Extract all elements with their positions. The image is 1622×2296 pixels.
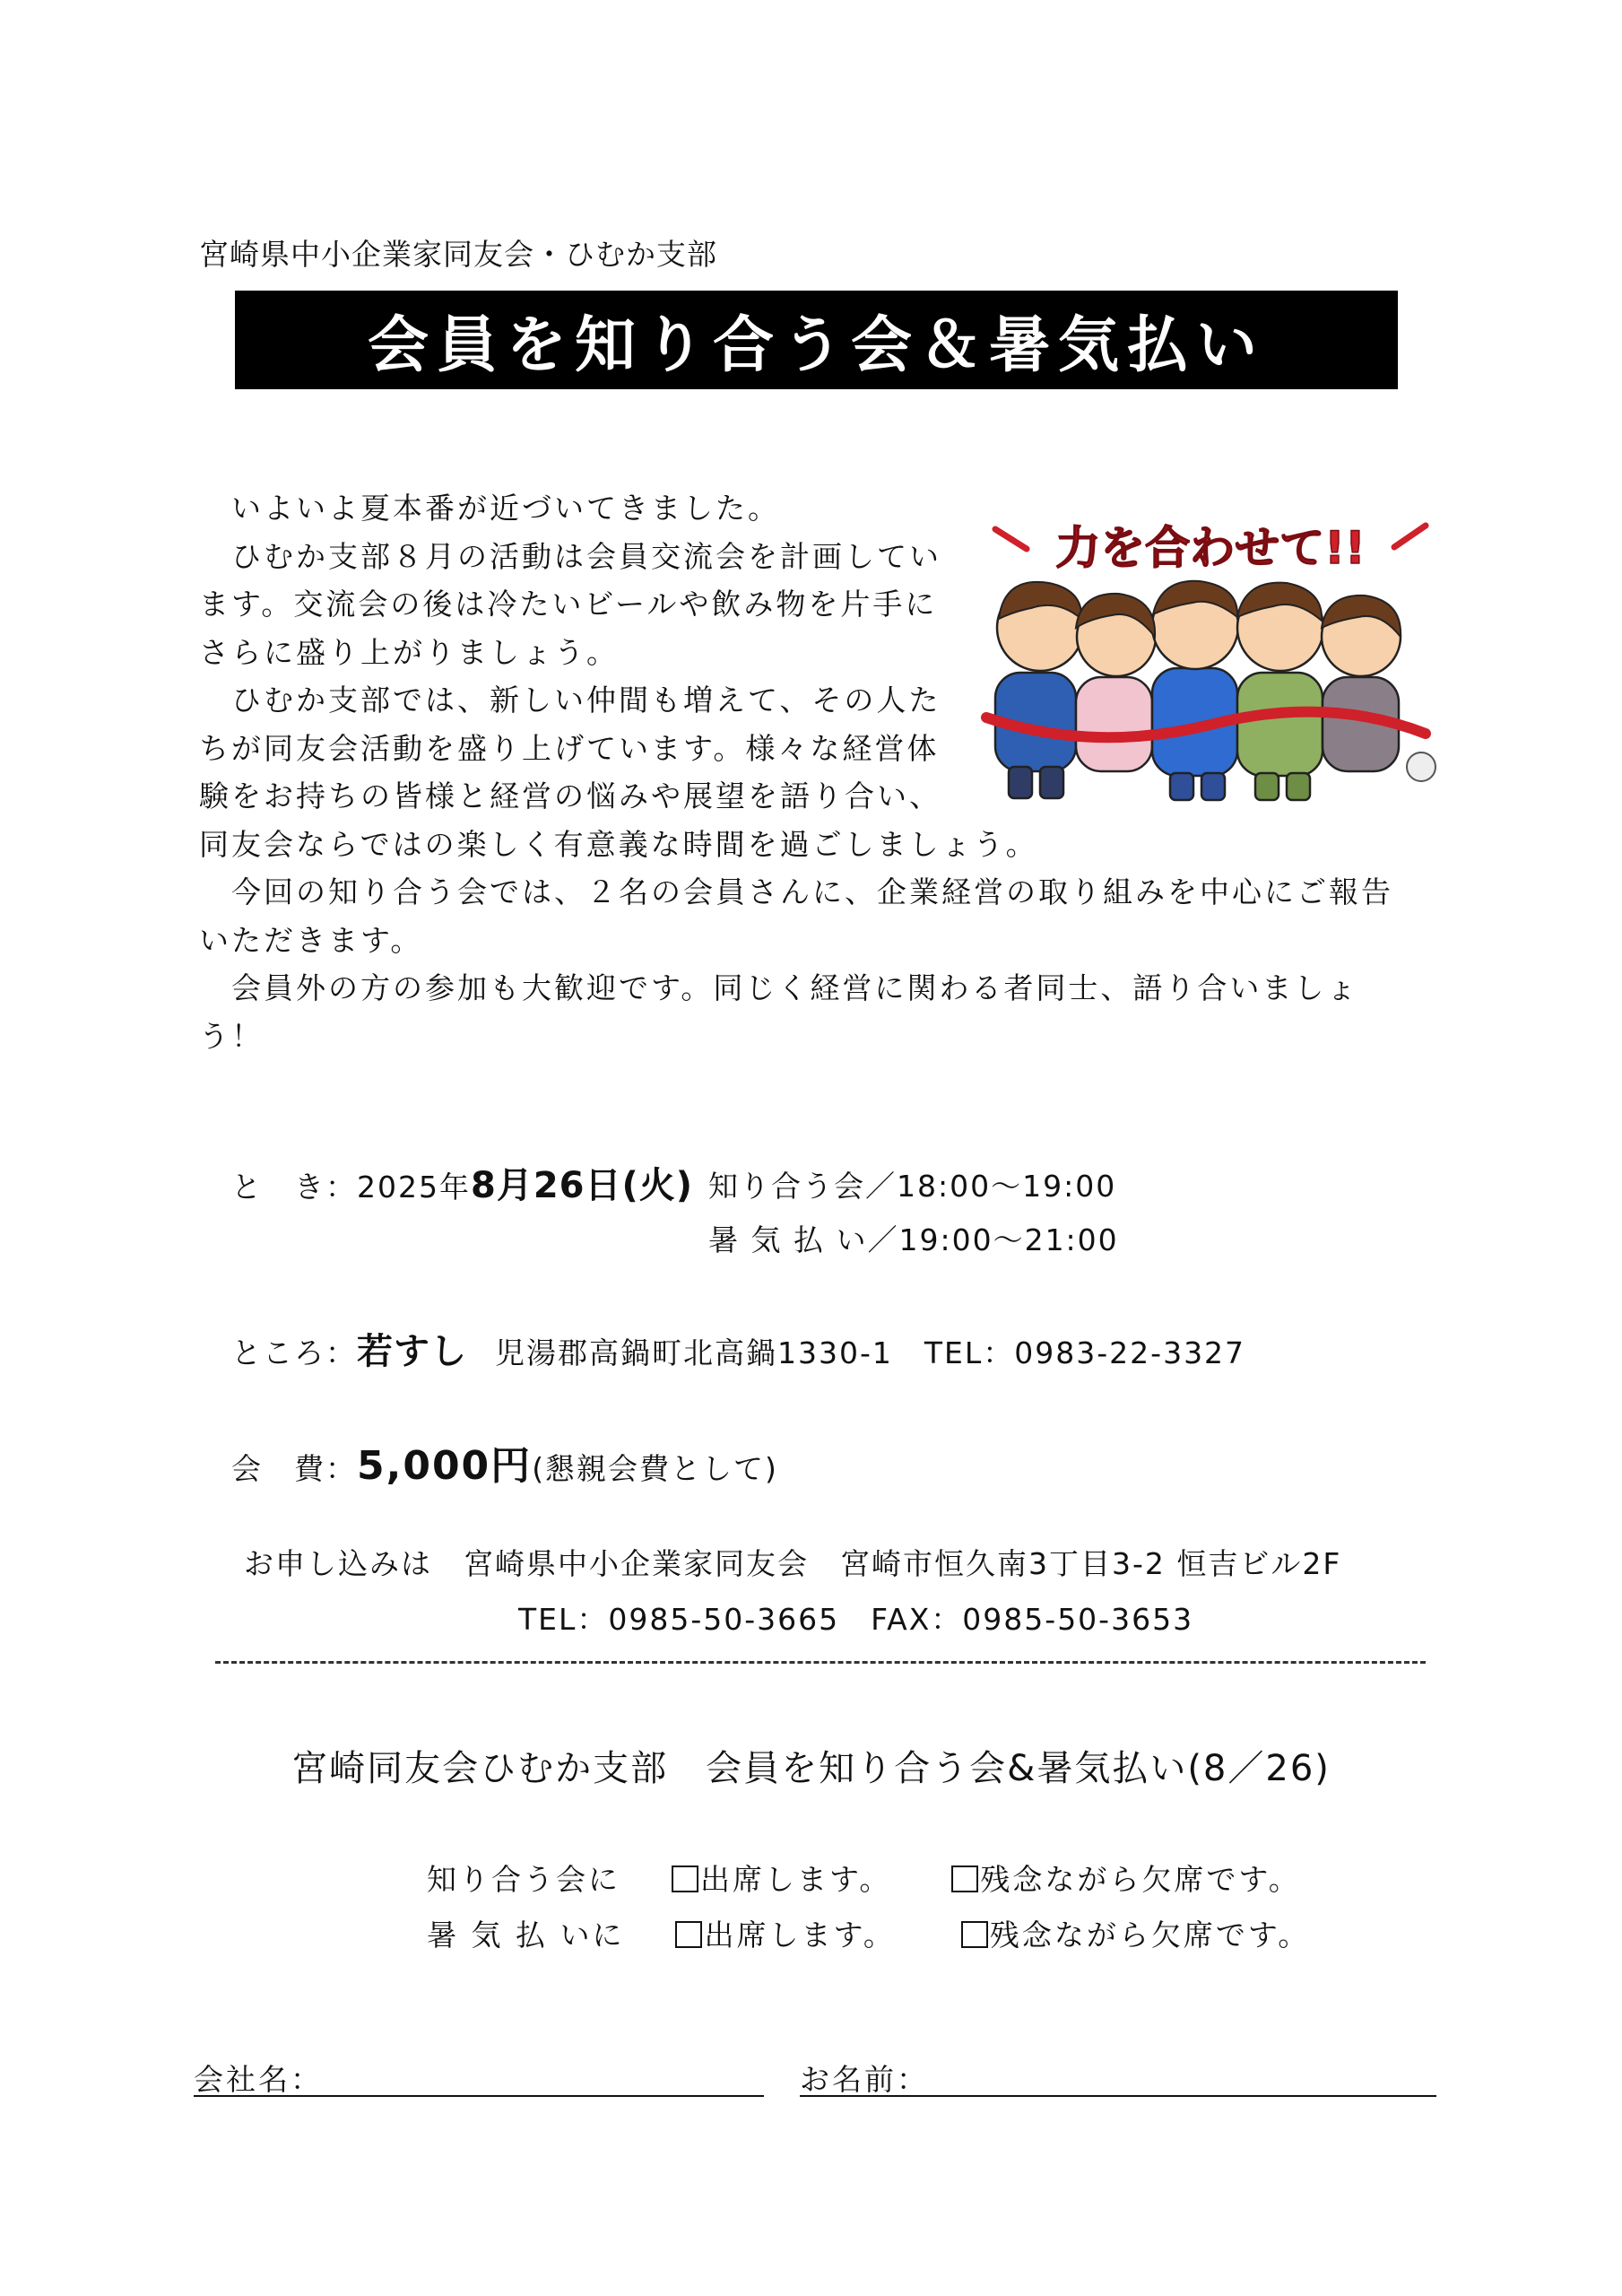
intro-line: さらに盛り上がりましょう。 — [199, 634, 619, 670]
when-label: と き： — [231, 1170, 357, 1205]
intro-line: ひむか支部では、新しい仲間も増えて、その人た — [199, 683, 941, 718]
intro-line: 同友会ならではの楽しく有意義な時間を過ごしましょう。 — [199, 826, 1038, 862]
absent-checkbox[interactable] — [961, 1921, 988, 1948]
intro-line: 験をお持ちの皆様と経営の悩みや展望を語り合い、 — [199, 778, 941, 813]
name-label: お名前： — [800, 2062, 929, 2097]
reply-form-title: 宮崎同友会ひむか支部 会員を知り合う会&暑気払い(8／26) — [291, 1748, 1331, 1789]
where-label: ところ： — [231, 1335, 357, 1370]
row-label: 暑 気 払 いに — [427, 1918, 625, 1952]
event-year: 2025年 — [357, 1170, 471, 1205]
fee-row — [231, 1433, 778, 1491]
event-title-banner — [235, 291, 1398, 389]
attend-checkbox[interactable] — [675, 1921, 702, 1948]
intro-line: 今回の知り合う会では、２名の会員さんに、企業経営の取り組みを中心にご報告 — [199, 874, 1393, 909]
row-label: 知り合う会に — [427, 1862, 620, 1897]
fee-note: (懇親会費として) — [532, 1451, 778, 1486]
intro-line: ちが同友会活動を盛り上げています。様々な経営体 — [199, 730, 940, 766]
session-2: 暑 気 払 い／19:00～21:00 — [708, 1222, 1119, 1257]
attend-label: 出席します。 — [700, 1862, 892, 1897]
attendance-row-meeting — [427, 1857, 1301, 1899]
event-title: 会員を知り合う会＆暑気払い — [367, 309, 1265, 381]
event-date: 8月26日(火) — [470, 1165, 694, 1206]
organization-name: 宮崎県中小企業家同友会・ひむか支部 — [199, 237, 717, 272]
absent-label: 残念ながら欠席です。 — [980, 1862, 1301, 1897]
attend-label: 出席します。 — [704, 1918, 896, 1952]
intro-line: いただきます。 — [199, 922, 423, 958]
where-row — [231, 1323, 467, 1374]
when-row — [231, 1157, 693, 1208]
attendance-row-party — [427, 1912, 1310, 1954]
absent-checkbox[interactable] — [951, 1866, 978, 1892]
company-name-field[interactable] — [194, 2095, 764, 2097]
intro-line: ひむか支部８月の活動は会員交流会を計画してい — [199, 538, 941, 574]
fee-amount: 5,000円 — [357, 1443, 533, 1489]
absent-label: 残念ながら欠席です。 — [989, 1918, 1311, 1952]
venue-name: 若すし — [357, 1331, 467, 1372]
intro-line: う！ — [199, 1018, 264, 1054]
illustration-caption: 力を合わせて!! — [1055, 522, 1366, 574]
intro-line: いよいよ夏本番が近づいてきました。 — [199, 491, 780, 526]
session-1: 知り合う会／18:00～19:00 — [708, 1169, 1117, 1204]
company-label: 会社名： — [194, 2062, 323, 2097]
person-name-field[interactable] — [800, 2095, 1436, 2097]
intro-line: ます。交流会の後は冷たいビールや飲み物を片手に — [199, 587, 938, 622]
intro-line: 会員外の方の参加も大歓迎です。同じく経営に関わる者同士、語り合いましょ — [199, 970, 1359, 1005]
teamwork-illustration — [977, 493, 1444, 803]
contact-line-2: TEL：0985-50-3665 FAX：0985-50-3653 — [518, 1602, 1194, 1637]
venue-address: 児湯郡高鍋町北高鍋1330-1 TEL：0983-22-3327 — [495, 1335, 1246, 1370]
attend-checkbox[interactable] — [672, 1866, 698, 1892]
cut-line — [215, 1661, 1426, 1664]
fee-label: 会 費： — [231, 1451, 357, 1486]
contact-line-1: お申し込みは 宮崎県中小企業家同友会 宮崎市恒久南3丁目3-2 恒吉ビル2F — [244, 1546, 1342, 1581]
